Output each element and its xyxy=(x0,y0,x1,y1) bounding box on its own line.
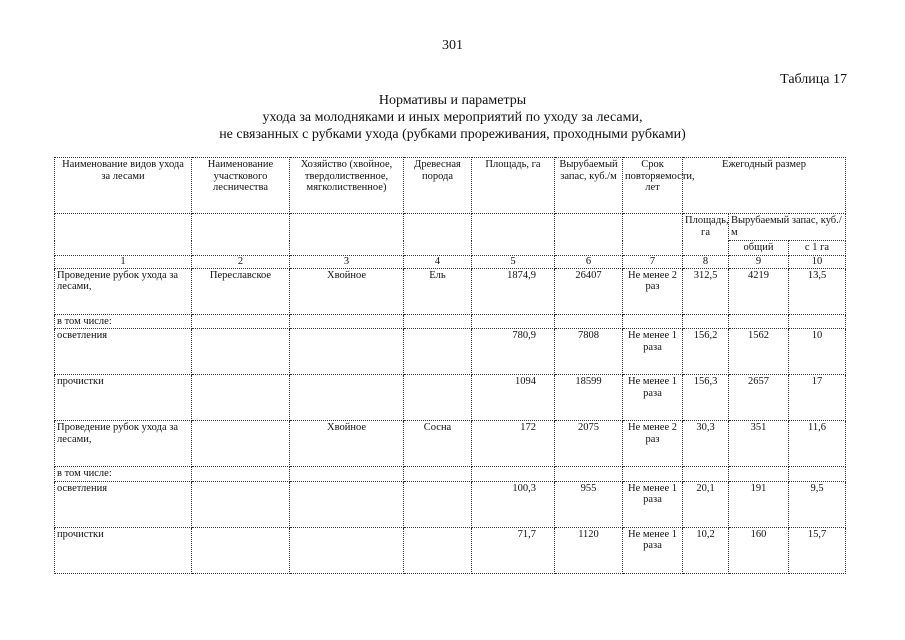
title-line-3: не связанных с рубками ухода (рубками прореживания, проходными рубками) xyxy=(219,127,686,142)
column-number: 6 xyxy=(555,255,623,268)
table-row: осветления 100,3 955 Не менее 1 раза 20,1 191 9,5 xyxy=(55,481,846,527)
table-row: Проведение рубок ухода за лесами, Переславское Хвойное Ель 1874,9 26407 Не менее 2 раз 312,5 4219 13,5 xyxy=(55,268,846,314)
header-col-4: Древесная порода xyxy=(404,158,472,214)
table-row: в том числе: xyxy=(55,314,846,329)
column-number: 5 xyxy=(472,255,555,268)
header-annual-size: Ежегодный размер xyxy=(683,158,846,214)
header-col-5: Площадь, га xyxy=(472,158,555,214)
column-number-row xyxy=(55,255,846,268)
subheader-volume: Вырубаемый запас, куб./м xyxy=(729,214,846,241)
column-number: 9 xyxy=(729,255,789,268)
subheader-per-ha: с 1 га xyxy=(789,241,846,256)
table-row: прочистки 71,7 1120 Не менее 1 раза 10,2 160 15,7 xyxy=(55,527,846,573)
header-col-3: Хозяйство (хвойное, твердолиственное, мягколиственное) xyxy=(290,158,404,214)
header-row xyxy=(55,158,846,214)
column-number: 2 xyxy=(192,255,290,268)
column-number: 10 xyxy=(789,255,846,268)
column-number: 7 xyxy=(623,255,683,268)
header-col-7: Срок повторяемости, лет xyxy=(623,158,683,214)
table-row: Проведение рубок ухода за лесами, Хвойное Сосна 172 2075 Не менее 2 раз 30,3 351 11,6 xyxy=(55,421,846,467)
header-col-1: Наименование видов ухода за лесами xyxy=(55,158,192,214)
header-col-6: Вырубаемый запас, куб./м xyxy=(555,158,623,214)
subheader-total: общий xyxy=(729,241,789,256)
table-row: осветления 780,9 7808 Не менее 1 раза 156,2 1562 10 xyxy=(55,329,846,375)
table-label: Таблица 17 xyxy=(780,72,847,87)
subheader-row xyxy=(55,214,846,241)
column-number: 1 xyxy=(55,255,192,268)
title-line-2: ухода за молодняками и иных мероприятий по уходу за лесами, xyxy=(262,110,643,125)
table-row: прочистки 1094 18599 Не менее 1 раза 156,3 2657 17 xyxy=(55,375,846,421)
subheader-area: Площадь, га xyxy=(683,214,729,256)
document-title xyxy=(0,92,905,143)
column-number: 4 xyxy=(404,255,472,268)
page-number: 301 xyxy=(442,38,463,53)
header-col-2: Наименование участкового лесничества xyxy=(192,158,290,214)
norms-table xyxy=(54,157,846,574)
column-number: 3 xyxy=(290,255,404,268)
table-row: в том числе: xyxy=(55,467,846,482)
column-number: 8 xyxy=(683,255,729,268)
title-line-1: Нормативы и параметры xyxy=(378,93,527,108)
